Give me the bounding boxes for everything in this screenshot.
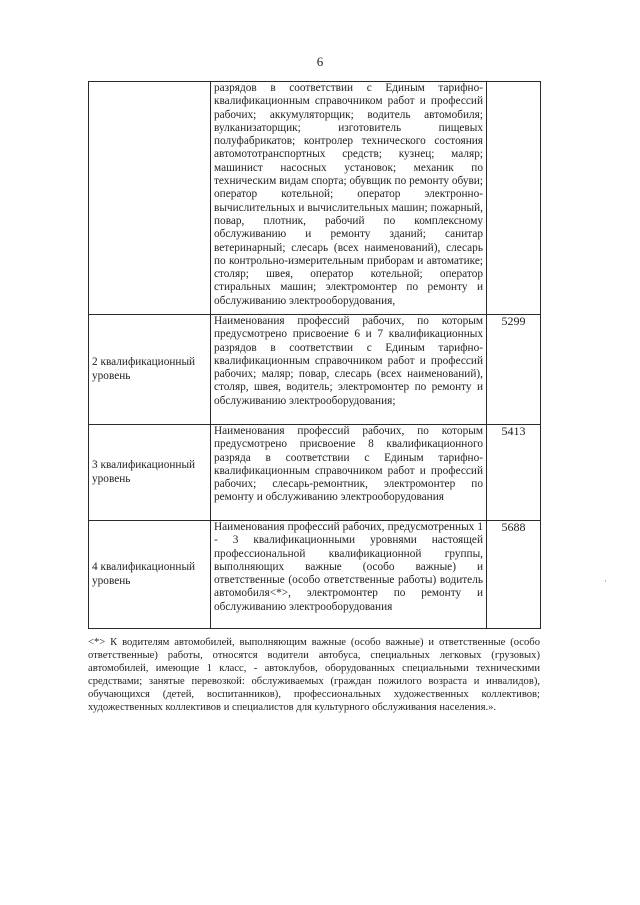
table-row	[89, 315, 541, 425]
salary-cell: 5688	[487, 521, 541, 629]
qualification-table	[88, 81, 541, 629]
level-cell: 2 квалификационный уровень	[89, 315, 211, 425]
level-cell	[89, 82, 211, 315]
margin-mark: ·	[604, 576, 607, 586]
level-cell: 4 квалификационный уровень	[89, 521, 211, 629]
description-cell: Наименования профессий рабочих, по которым предусмотрено присвоение 6 и 7 квалификационных разрядов в соответствии с Единым тарифно-квалификационным справочником работ и профессий рабочих; маляр; повар, слесарь (всех наименований), столяр, швея, водитель; электромонтер по ремонту и обслуживанию электрооборудования;	[211, 315, 487, 425]
description-cell: Наименования профессий рабочих, по которым предусмотрено присвоение 8 квалификационного разряда в соответствии с Единым тарифно-квалификационным справочником работ и профессий рабочих; слесарь-ремонтник, электромонтер по ремонту и обслуживанию электрооборудования	[211, 425, 487, 521]
description-cell: Наименования профессий рабочих, предусмотренных 1 - 3 квалификационными уровнями настоящей профессиональной квалификационной группы, выполняющих важные (особо важные) и ответственные (особо ответственные работы) водитель автомобиля<*>, электромонтер по ремонту и обслуживанию электрооборудования	[211, 521, 487, 629]
table-row	[89, 521, 541, 629]
description-cell: разрядов в соответствии с Единым тарифно-квалификационным справочником работ и профессий рабочих; аккумуляторщик; водитель автомобиля; вулканизаторщик; изготовитель пищевых полуфабрикатов; контролер технического состояния автомототранспортных средств; кузнец; маляр; машинист насосных установок; механик по техническим видам спорта; обувщик по ремонту обуви; оператор котельной; оператор электронно-вычислительных и вычислительных машин; пожарный, повар, плотник, рабочий по комплексному обслуживанию и ремонту зданий; санитар ветеринарный; слесарь (всех наименований), слесарь по контрольно-измерительным приборам и автоматике; столяр; швея, оператор котельной; оператор стиральных машин; электромонтер по ремонту и обслуживанию электрооборудования,	[211, 82, 487, 315]
salary-cell: 5413	[487, 425, 541, 521]
salary-cell	[487, 82, 541, 315]
level-cell: 3 квалификационный уровень	[89, 425, 211, 521]
page-number: 6	[316, 54, 324, 69]
table-row	[89, 82, 541, 315]
footnote: <*> К водителям автомобилей, выполняющим важные (особо важные) и ответственные (особо ответственные) работы, относятся водители автобуса, специальных легковых (грузовых) автомобилей, имеющие 1 класс, - автоклубов, оборудованных специальными техническими средствами; занятые перевозкой: обслуживаемых (граждан пожилого возраста и инвалидов), обучающихся (детей, воспитанников), профессиональных художественных коллективов; художественных коллективов и специалистов для культурного обслуживания населения.».	[88, 637, 540, 713]
salary-cell: 5299	[487, 315, 541, 425]
table-row	[89, 425, 541, 521]
